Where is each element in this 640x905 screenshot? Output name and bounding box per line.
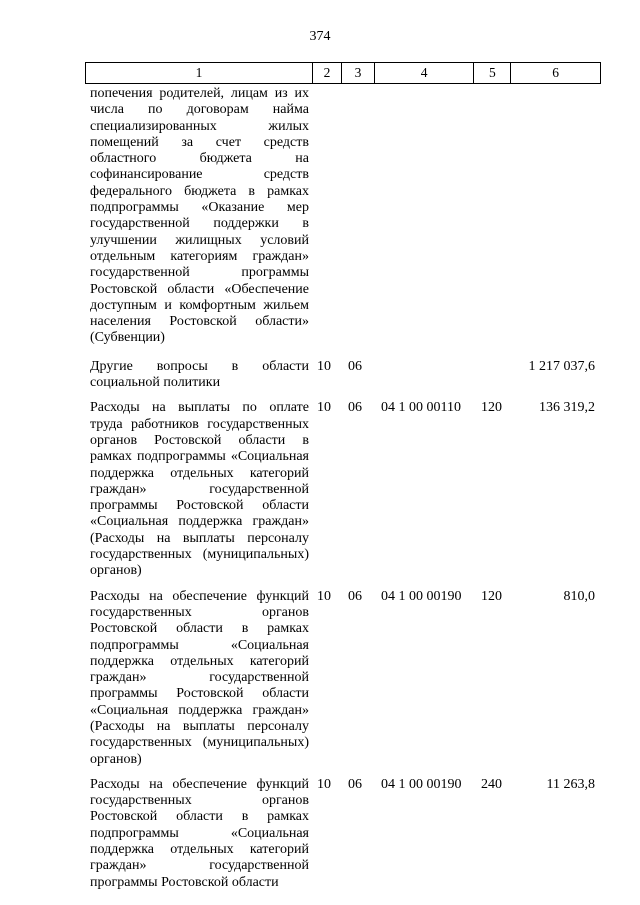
row-description: Расходы на обеспечение функций государственных органов Ростовской области в рамках подпрограммы «Социальная поддержка отдельных категорий граждан» государственной программы Ростовской области «Социальная поддержка граждан» (Расходы на выплаты персоналу государственных (муниципальных) органов)	[90, 588, 309, 767]
row-subsection: 06	[348, 400, 362, 416]
row-section: 10	[317, 358, 331, 374]
row-subsection	[342, 86, 375, 347]
row-description: Расходы на обеспечение функций государственных органов Ростовской области в рамках подпрограммы «Социальная поддержка отдельных категорий граждан» государственной программы Ростовской области	[90, 776, 309, 890]
table-row	[85, 86, 601, 347]
row-expense-type: 120	[481, 588, 502, 604]
row-amount: 810,0	[563, 588, 595, 604]
row-target-code: 04 1 00 00110	[381, 400, 461, 416]
row-amount: 136 319,2	[539, 400, 595, 416]
row-subsection: 06	[348, 776, 362, 792]
row-section: 10	[317, 776, 331, 792]
row-expense-type: 120	[481, 400, 502, 416]
column-header-2: 2	[313, 63, 342, 83]
column-header-6: 6	[552, 65, 560, 80]
row-subsection: 06	[348, 588, 362, 604]
row-expense-type	[475, 86, 512, 347]
row-target-code	[375, 86, 475, 347]
row-amount: 11 263,8	[546, 776, 595, 792]
column-header-5: 5	[474, 63, 511, 83]
page-number: 374	[309, 29, 331, 44]
column-header-3: 3	[342, 63, 375, 83]
table-column-header	[85, 62, 601, 84]
row-description: попечения родителей, лицам из их числа по договорам найма специализированных жилых помещений за счет средств областного бюджета на софинансирование средств федерального бюджета в рамках подпрограммы «Оказание мер государственной поддержки в улучшении жилищных условий отдельным категориям граждан» государственной программы Ростовской области «Обеспечение доступным и комфортным жильем населения Ростовской области» (Субвенции)	[90, 86, 309, 346]
table-row	[85, 359, 601, 392]
row-description: Расходы на выплаты по оплате труда работников государственных органов Ростовской области в рамках подпрограммы «Социальная поддержка отдельных категорий граждан» государственной программы Ростовской области «Социальная поддержка граждан» (Расходы на выплаты персоналу государственных (муниципальных) органов)	[90, 400, 309, 579]
row-section	[313, 86, 342, 347]
row-subsection: 06	[348, 358, 362, 374]
row-amount	[512, 86, 601, 347]
row-target-code: 04 1 00 00190	[381, 776, 462, 792]
row-section: 10	[317, 588, 331, 604]
row-amount: 1 217 037,6	[528, 358, 595, 374]
table-row	[85, 589, 601, 768]
row-expense-type	[475, 359, 512, 392]
table-row	[85, 400, 601, 579]
row-description: Другие вопросы в области социальной политики	[90, 358, 309, 391]
column-header-4: 4	[375, 63, 475, 83]
table-row	[85, 777, 601, 891]
table-body	[85, 86, 601, 900]
row-section: 10	[317, 400, 331, 416]
row-target-code	[375, 359, 475, 392]
row-expense-type: 240	[481, 776, 502, 792]
column-header-1: 1	[86, 63, 313, 83]
row-target-code: 04 1 00 00190	[381, 588, 462, 604]
